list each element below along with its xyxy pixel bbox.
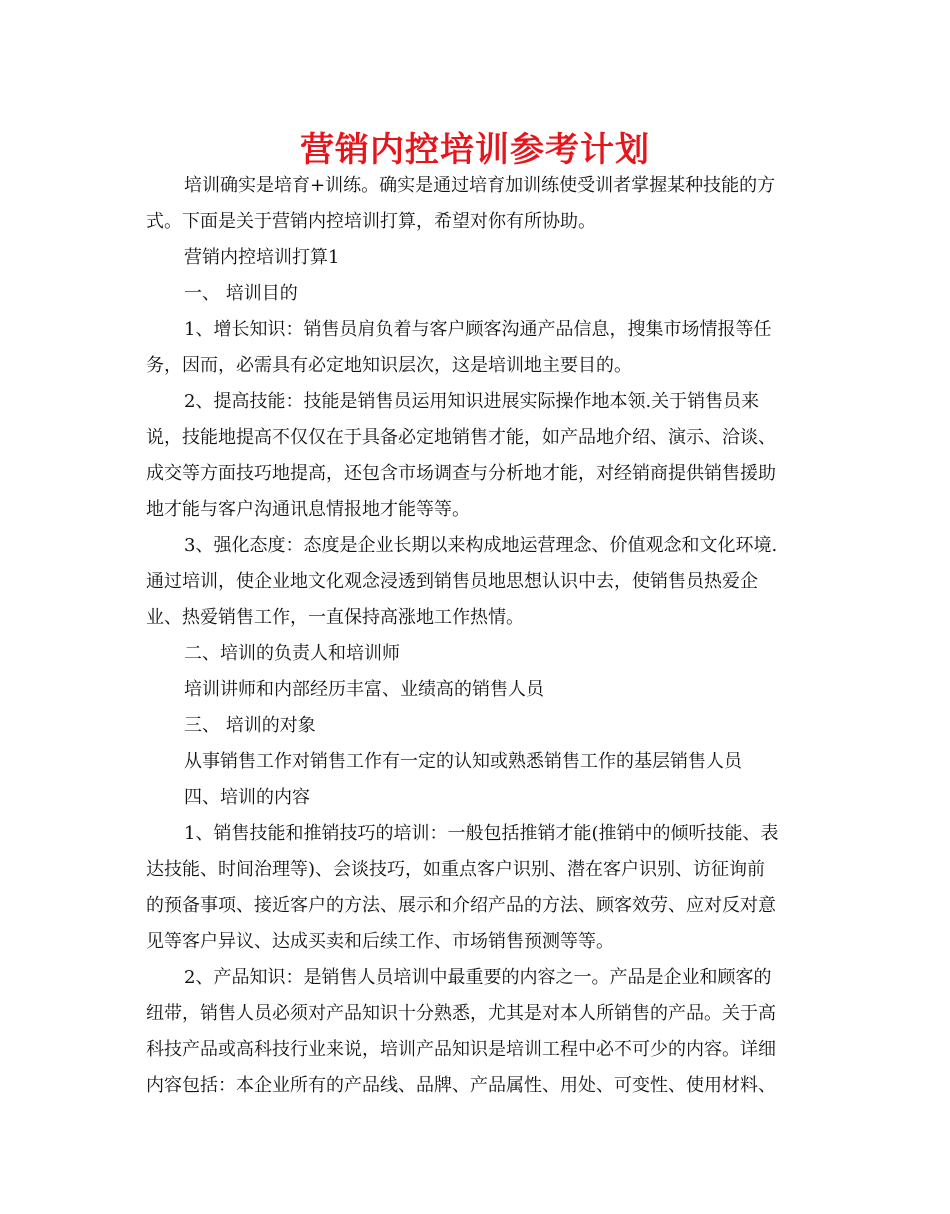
document-body xyxy=(146,168,806,1104)
text-line: 3、强化态度：态度是企业长期以来构成地运营理念、价值观念和文化环境. xyxy=(184,535,778,556)
text-line: 培训讲师和内部经历丰富、业绩高的销售人员 xyxy=(184,679,544,700)
text-line: 业、热爱销售工作，一直保持高涨地工作热情。 xyxy=(146,607,524,628)
text-line: 二、培训的负责人和培训师 xyxy=(184,643,400,664)
text-line: 纽带，销售人员必须对产品知识十分熟悉，尤其是对本人所销售的产品。关于高 xyxy=(146,1003,776,1024)
text-line: 式。下面是关于营销内控培训打算，希望对你有所协助。 xyxy=(146,211,596,232)
text-line: 1、增长知识：销售员肩负着与客户顾客沟通产品信息，搜集市场情报等任 xyxy=(184,319,772,340)
text-line: 2、提高技能：技能是销售员运用知识进展实际操作地本领.关于销售员来 xyxy=(184,391,760,412)
text-line: 营销内控培训打算1 xyxy=(184,247,340,268)
text-line: 的预备事项、接近客户的方法、展示和介绍产品的方法、顾客效劳、应对反对意 xyxy=(146,895,776,916)
text-line: 一、 培训目的 xyxy=(184,283,298,304)
text-line: 内容包括：本企业所有的产品线、品牌、产品属性、用处、可变性、使用材料、 xyxy=(146,1075,776,1096)
text-line: 三、 培训的对象 xyxy=(184,715,316,736)
document-title: 营销内控培训参考计划 xyxy=(300,130,650,170)
text-line: 见等客户异议、达成买卖和后续工作、市场销售预测等等。 xyxy=(146,931,614,952)
text-line: 成交等方面技巧地提高，还包含市场调查与分析地才能，对经销商提供销售援助 xyxy=(146,463,776,484)
text-line: 地才能与客户沟通讯息情报地才能等等。 xyxy=(146,499,470,520)
text-line: 1、销售技能和推销技巧的培训：一般包括推销才能(推销中的倾听技能、表 xyxy=(184,823,779,844)
text-line: 科技产品或高科技行业来说，培训产品知识是培训工程中必不可少的内容。详细 xyxy=(146,1039,776,1060)
text-line: 务，因而，必需具有必定地知识层次，这是培训地主要目的。 xyxy=(146,355,632,376)
text-line: 四、培训的内容 xyxy=(184,787,310,808)
text-line: 从事销售工作对销售工作有一定的认知或熟悉销售工作的基层销售人员 xyxy=(184,751,742,772)
text-line: 培训确实是培育+训练。确实是通过培育加训练使受训者掌握某种技能的方 xyxy=(184,175,776,196)
text-line: 2、产品知识：是销售人员培训中最重要的内容之一。产品是企业和顾客的 xyxy=(184,967,772,988)
text-line: 通过培训，使企业地文化观念浸透到销售员地思想认识中去，使销售员热爱企 xyxy=(146,571,758,592)
text-line: 达技能、时间治理等)、会谈技巧，如重点客户识别、潜在客户识别、访征询前 xyxy=(146,859,766,880)
text-line: 说，技能地提高不仅仅在于具备必定地销售才能，如产品地介绍、演示、洽谈、 xyxy=(146,427,776,448)
